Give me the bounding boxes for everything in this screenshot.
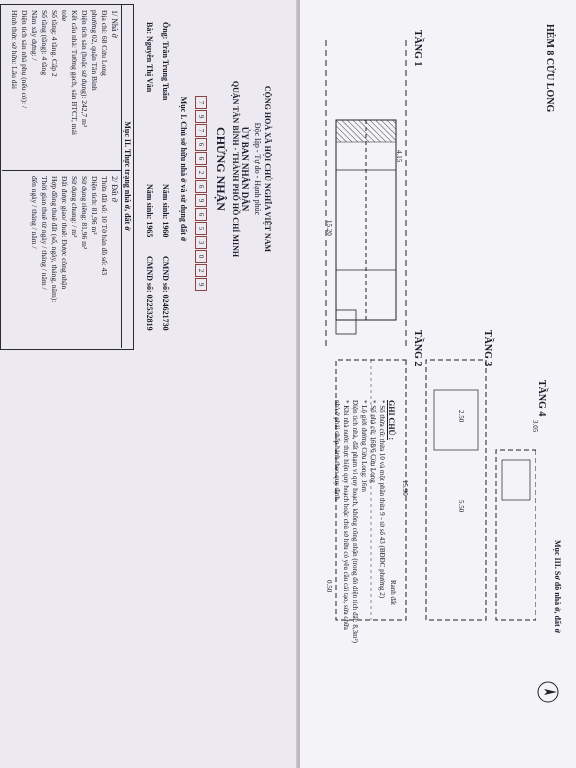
section-1-title: Mục I. Chủ sở hữu nhà ở và sử dụng đất ở <box>179 96 188 242</box>
serial-digit: 3 <box>195 236 207 249</box>
authority-line-2: QUẬN TÂN BÌNH - THÀNH PHỐ HỒ CHÍ MINH <box>231 80 240 258</box>
nation-heading: CỘNG HOÀ XÃ HỘI CHỦ NGHĨA VIỆT NAM <box>263 85 272 253</box>
plan-note-line: * Khi nhà nước thực hiện quy hoạch hoặc chủ sở hữu có yêu cầu cải tạo, sửa chữa <box>342 400 350 630</box>
owner-1-name: Ông: Trần Trung Tuấn <box>161 22 170 101</box>
front-page-content <box>4 4 282 764</box>
section-2-divider <box>121 4 122 348</box>
dim-2: 15.90 <box>401 480 409 496</box>
serial-digit: 2 <box>195 166 207 179</box>
house-detail-line: Số tầng (tầng): 4 tầng <box>40 10 49 75</box>
house-detail-line: Địa chỉ: 68 Cửu Long <box>100 10 109 76</box>
land-detail-line: Thời gian thuê từ ngày / tháng / năm / <box>40 176 49 290</box>
house-detail-line: Năm xây dựng: / <box>30 10 39 61</box>
house-detail-line: tole <box>60 10 69 22</box>
floor-1-label: TẦNG 1 <box>412 30 423 67</box>
plan-note-line: Diện tích nhà, đất phạm vi quy hoạch, không công nhận (trong đó diện tích đất: 8,3m²) <box>351 400 359 643</box>
land-detail-line: Đất được giao/ thuê: Được công nhận <box>60 176 69 290</box>
serial-digit: 6 <box>195 152 207 165</box>
serial-digit: 9 <box>195 278 207 291</box>
plan-title: Mục III. Sơ đồ nhà ở, đất ở <box>553 540 562 634</box>
land-detail-line: đến ngày / tháng / năm / <box>30 176 39 249</box>
floor-4-label: TẦNG 4 <box>536 380 547 417</box>
land-details <box>29 176 109 344</box>
land-detail-line: Hợp đồng thuê đất (số, ngày, tháng, năm): <box>50 176 59 303</box>
land-detail-line: Sử dụng riêng: 81,96 m² <box>80 176 89 250</box>
floor-3-label: TẦNG 3 <box>482 330 493 367</box>
section-2-column-divider <box>2 170 122 171</box>
house-detail-line: Diện tích sàn (hoặc sử dụng): 242,7 m² <box>80 10 89 128</box>
land-detail-line: Thửa đất số: 10 Tờ bản đồ số: 43 <box>100 176 109 276</box>
serial-digit: 9 <box>195 110 207 123</box>
street-label: HẺM 8 CỬU LONG <box>544 24 555 113</box>
house-detail-line: Kết cấu nhà: Tường gạch, sàn BTCT, mái <box>70 10 79 136</box>
notes-title: GHI CHÚ : <box>387 400 396 440</box>
serial-digit: 6 <box>195 180 207 193</box>
certificate-title: CHỨNG NHẬN <box>214 127 228 211</box>
authority-line-1: ỦY BAN NHÂN DÂN <box>240 126 250 212</box>
dim-5: 2.50 <box>457 410 465 423</box>
owner-2-name: Bà: Nguyễn Thị Vân <box>145 22 154 93</box>
owner-2-id: CMND số: 022532819 <box>145 256 154 331</box>
north-arrow-icon <box>536 680 560 704</box>
house-detail-line: Số tầng: 4 tầng. Cấp 2 <box>50 10 59 77</box>
dim-4: 3.05 <box>531 420 539 433</box>
plan-page-content <box>304 20 566 740</box>
owner-1-id: CMND số: 024621730 <box>161 256 170 331</box>
house-heading: 1/ Nhà ở <box>110 10 119 38</box>
serial-digit: 6 <box>195 138 207 151</box>
floor-2-label: TẦNG 2 <box>412 330 423 367</box>
serial-number-boxes <box>194 96 212 292</box>
dim-7: 0.50 <box>325 580 333 593</box>
owner-1-birth: Năm sinh: 1960 <box>161 184 170 238</box>
motto: Độc lập - Tự do - Hạnh phúc <box>253 122 262 216</box>
plan-note-line: * Số thửa cũ: thửa 10 và một phần thửa 9 - tờ số 43 (BĐĐC phường 2) <box>378 400 386 599</box>
serial-digit: 6 <box>195 208 207 221</box>
house-details <box>9 10 109 168</box>
land-detail-line: Sử dụng chung: / m² <box>70 176 79 238</box>
serial-digit: 7 <box>195 124 207 137</box>
serial-digit: 9 <box>195 194 207 207</box>
plan-note-line: * Lộ giới đường Cửu Long: 16m <box>360 400 368 492</box>
serial-digit: 2 <box>195 264 207 277</box>
owner-2-birth: Năm sinh: 1965 <box>145 184 154 238</box>
plan-note-line: nhà ở phải chấp hành theo quy định. <box>333 400 341 502</box>
plan-notes <box>332 400 396 730</box>
dim-3: 15.20 <box>325 220 333 236</box>
dim-6: 5.50 <box>457 500 465 513</box>
section-2-title: Mục II. Thực trạng nhà ở, đất ở <box>123 121 132 231</box>
house-detail-line: Diện tích sàn nhà phụ (nếu có): / <box>20 10 29 109</box>
serial-digit: 7 <box>195 96 207 109</box>
serial-digit: 0 <box>195 250 207 263</box>
land-heading: 2/ Đất ở <box>110 176 119 203</box>
serial-digit: 5 <box>195 222 207 235</box>
plan-note-line: * Số nhà cũ: 168/6 Cửu Long <box>369 400 377 483</box>
house-detail-line: Hình thức sở hữu: Lâu dài <box>10 10 19 89</box>
house-detail-line: phường 02, quận Tân Bình <box>90 10 99 91</box>
boundary-label: Ranh đất <box>389 580 397 606</box>
land-detail-line: Diện tích: 81,96 m² <box>90 176 99 235</box>
dim-1: 4.15 <box>395 150 403 163</box>
